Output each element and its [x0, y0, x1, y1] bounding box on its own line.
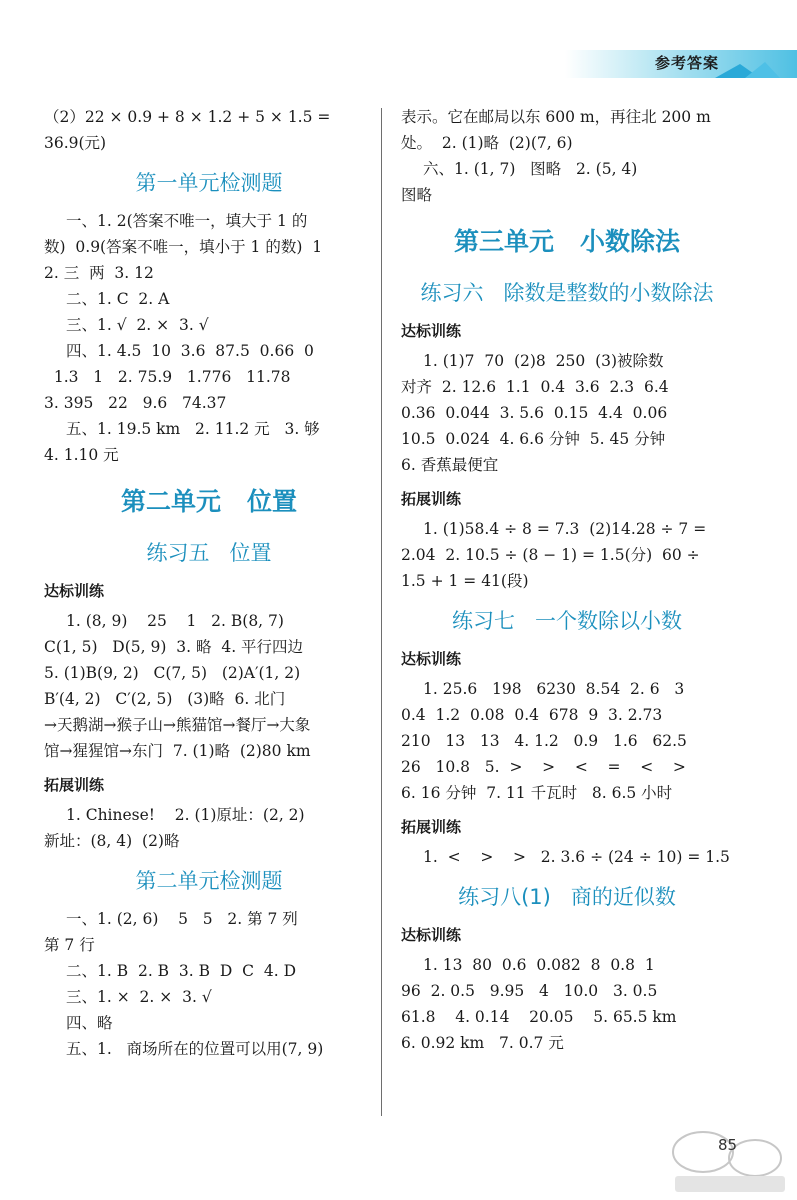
- answer-line: 图略: [401, 186, 433, 204]
- answer-line: 2.04 2. 10.5 ÷ (8 − 1) = 1.5(分) 60 ÷: [401, 546, 700, 564]
- unit-heading: 第三单元 小数除法: [453, 227, 681, 256]
- answer-line: 10.5 0.024 4. 6.6 分钟 5. 45 分钟: [401, 430, 666, 448]
- subsection-heading: 达标训练: [401, 322, 462, 340]
- answer-line: 馆→猩猩馆→东门 7. (1)略 (2)80 km: [44, 742, 311, 760]
- answer-line: 五、1. 19.5 km 2. 11.2 元 3. 够: [66, 420, 320, 438]
- answer-line: 6. 香蕉最便宜: [401, 456, 499, 474]
- answer-line: 处。 2. (1)略 (2)(7, 6): [401, 134, 573, 152]
- answer-line: B′(4, 2) C′(2, 5) (3)略 6. 北门: [44, 690, 286, 708]
- right-column: [401, 104, 733, 1056]
- answer-line: 1. < > > 2. 3.6 ÷ (24 ÷ 10) = 1.5: [423, 848, 730, 866]
- section-heading: 练习六 除数是整数的小数除法: [420, 281, 714, 305]
- answer-line: 26 10.8 5. > > < = < >: [401, 758, 686, 776]
- answer-line: 二、1. C 2. A: [66, 290, 170, 308]
- answer-line: 0.36 0.044 3. 5.6 0.15 4.4 0.06: [401, 404, 668, 422]
- answer-line: 新址：(8, 4) (2)略: [44, 832, 180, 850]
- subsection-heading: 达标训练: [401, 650, 462, 668]
- answer-line: 1. (1)58.4 ÷ 8 = 7.3 (2)14.28 ÷ 7 =: [423, 520, 707, 538]
- header-banner: [565, 44, 797, 82]
- answer-line: 第 7 行: [44, 936, 95, 954]
- watermark-icon: [655, 1124, 795, 1196]
- section-heading: 练习八(1) 商的近似数: [458, 885, 676, 909]
- answer-line: 二、1. B 2. B 3. B D C 4. D: [66, 962, 297, 980]
- answer-line: 1.3 1 2. 75.9 1.776 11.78: [44, 368, 291, 386]
- answer-line: 61.8 4. 0.14 20.05 5. 65.5 km: [401, 1008, 677, 1026]
- section-heading: 第二单元检测题: [135, 869, 283, 893]
- answer-line: 四、略: [66, 1014, 113, 1032]
- answer-line: 三、1. × 2. × 3. √: [66, 988, 212, 1006]
- answer-line: 2. 三 两 3. 12: [44, 264, 154, 282]
- column-divider: [381, 108, 382, 1116]
- watermark-logo: [655, 1124, 795, 1196]
- answer-line: 四、1. 4.5 10 3.6 87.5 0.66 0: [66, 342, 314, 360]
- answer-line: 六、1. (1, 7) 图略 2. (5, 4): [423, 160, 638, 178]
- answer-line: C(1, 5) D(5, 9) 3. 略 4. 平行四边: [44, 638, 304, 656]
- answer-line: 5. (1)B(9, 2) C(7, 5) (2)A′(1, 2): [44, 664, 301, 682]
- answer-line: 1. (1)7 70 (2)8 250 (3)被除数: [423, 352, 664, 370]
- answer-line: 3. 395 22 9.6 74.37: [44, 394, 227, 412]
- answer-line: 96 2. 0.5 9.95 4 10.0 3. 0.5: [401, 982, 658, 1000]
- answer-line: 6. 16 分钟 7. 11 千瓦时 8. 6.5 小时: [401, 784, 673, 802]
- answer-line: 对齐 2. 12.6 1.1 0.4 3.6 2.3 6.4: [401, 378, 669, 396]
- answer-line: （2）22 × 0.9 + 8 × 1.2 + 5 × 1.5 =: [44, 108, 331, 126]
- subsection-heading: 拓展训练: [401, 818, 462, 836]
- answer-line: 数) 0.9(答案不唯一，填小于 1 的数) 1: [44, 238, 323, 256]
- section-heading: 练习七 一个数除以小数: [451, 609, 683, 633]
- section-heading: 第一单元检测题: [135, 171, 283, 195]
- answer-line: 6. 0.92 km 7. 0.7 元: [401, 1034, 564, 1052]
- left-column: [44, 104, 374, 1062]
- answer-line: 0.4 1.2 0.08 0.4 678 9 3. 2.73: [401, 706, 663, 724]
- answer-line: →天鹅湖→猴子山→熊猫馆→餐厅→大象: [44, 716, 311, 734]
- subsection-heading: 达标训练: [44, 582, 105, 600]
- subsection-heading: 拓展训练: [44, 776, 105, 794]
- answer-line: 1. Chinese! 2. (1)原址：(2, 2): [66, 806, 305, 824]
- answer-line: 1. 25.6 198 6230 8.54 2. 6 3: [423, 680, 685, 698]
- answer-line: 五、1. 商场所在的位置可以用(7, 9): [66, 1040, 324, 1058]
- unit-heading: 第二单元 位置: [120, 487, 298, 516]
- answer-line: 一、1. 2(答案不唯一，填大于 1 的: [66, 212, 308, 230]
- answer-line: 36.9(元): [44, 134, 107, 152]
- subsection-heading: 拓展训练: [401, 490, 462, 508]
- answer-line: 表示。它在邮局以东 600 m，再往北 200 m: [401, 108, 711, 126]
- answer-line: 1.5 + 1 = 41(段): [401, 572, 529, 590]
- subsection-heading: 达标训练: [401, 926, 462, 944]
- section-heading: 练习五 位置: [146, 541, 272, 565]
- answer-line: 1. (8, 9) 25 1 2. B(8, 7): [66, 612, 284, 630]
- answer-line: 1. 13 80 0.6 0.082 8 0.8 1: [423, 956, 655, 974]
- page-number: 85: [718, 1136, 738, 1154]
- answer-line: 4. 1.10 元: [44, 446, 119, 464]
- header-label: 参考答案: [655, 54, 720, 72]
- answer-line: 210 13 13 4. 1.2 0.9 1.6 62.5: [401, 732, 687, 750]
- answer-line: 一、1. (2, 6) 5 5 2. 第 7 列: [66, 910, 298, 928]
- answer-line: 三、1. √ 2. × 3. √: [66, 316, 209, 334]
